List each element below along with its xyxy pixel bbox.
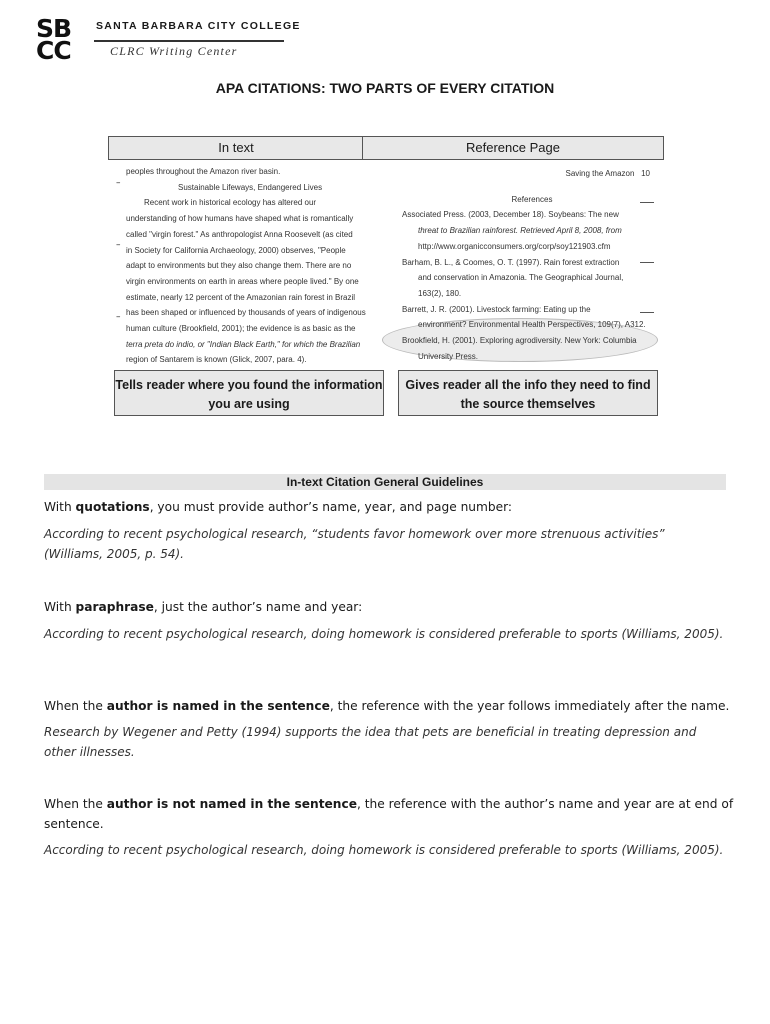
- reference-line: Associated Press. (2003, December 18). Soybeans: The new: [402, 210, 619, 220]
- reference-line: 163(2), 180.: [418, 288, 462, 298]
- rule-keyword: author is not named in the sentence: [106, 797, 357, 811]
- reference-line: University Press.: [418, 351, 479, 361]
- rule-text: When the: [44, 797, 107, 811]
- intext-header: In text: [108, 136, 364, 160]
- reference-line: Brookfield, H. (2001). Exploring agrodiversity. New York: Columbia: [402, 336, 637, 346]
- sbcc-logo: [36, 14, 92, 66]
- guidelines-heading: In-text Citation General Guidelines: [44, 474, 726, 490]
- reference-line: threat to Brazilian rainforest. Retrieved April 8, 2008, from: [418, 226, 622, 236]
- margin-dash: [640, 262, 654, 263]
- excerpt-line: region of Santarem is known (Glick, 2007, para. 4).: [126, 355, 307, 365]
- excerpt-line: adapt to environments but they also change them. There are no: [126, 261, 352, 271]
- quotations-rule: [44, 498, 734, 518]
- center-name: CLRC Writing Center: [110, 44, 238, 58]
- logo-letters-bottom: CC: [36, 36, 71, 65]
- named-rule: [44, 697, 734, 717]
- rule-keyword: paraphrase: [75, 600, 154, 614]
- intext-excerpt: [126, 164, 376, 368]
- margin-dash: –: [116, 178, 121, 188]
- named-example: Research by Wegener and Petty (1994) supports the idea that pets are beneficial in treating depression and other illnesses.: [44, 725, 697, 759]
- excerpt-line: has been shaped or influenced by thousands of years of indigenous: [126, 308, 366, 318]
- excerpt-line: Sustainable Lifeways, Endangered Lives: [178, 182, 323, 192]
- quotations-example: According to recent psychological research, “students favor homework over more strenuous activities” (Williams, 2005, p. 54).: [44, 527, 665, 561]
- college-name: SANTA BARBARA CITY COLLEGE: [96, 20, 301, 32]
- references-heading: References: [511, 194, 553, 204]
- excerpt-line: terra preta do indio, or "Indian Black Earth," for which the Brazilian: [126, 339, 361, 349]
- page-title: APA CITATIONS: TWO PARTS OF EVERY CITATION: [215, 80, 555, 96]
- excerpt-line: estimate, nearly 12 percent of the Amazonian rain forest in Brazil: [126, 292, 356, 302]
- excerpt-line: peoples throughout the Amazon river basin.: [126, 167, 281, 176]
- reference-line: environment? Environmental Health Perspectives, 109(7), A312.: [418, 320, 646, 330]
- rule-text: With: [44, 500, 76, 514]
- paraphrase-example: According to recent psychological research, doing homework is considered preferable to sports (Williams, 2005).: [44, 627, 724, 641]
- excerpt-line: in Society for California Archaeology, 2000) observes, "People: [126, 245, 346, 255]
- rule-text: When the: [44, 699, 107, 713]
- intext-explanation-box: Tells reader where you found the information you are using: [114, 370, 384, 416]
- running-head: [402, 166, 662, 182]
- excerpt-line: human culture (Brookfield, 2001); the evidence is as basic as the: [126, 324, 356, 334]
- margin-dash: [640, 312, 654, 313]
- rule-text: With: [44, 600, 76, 614]
- rule-text: , just the author’s name and year:: [153, 600, 363, 614]
- reference-line: Barrett, J. R. (2001). Livestock farming: Eating up the: [402, 304, 591, 314]
- rule-keyword: author is named in the sentence: [106, 699, 330, 713]
- reference-explanation-box: Gives reader all the info they need to find the source themselves: [398, 370, 658, 416]
- page-number: 10: [641, 169, 650, 178]
- margin-dash: –: [116, 312, 121, 322]
- excerpt-line: called "virgin forest." As anthropologist Anna Roosevelt (as cited: [126, 229, 353, 239]
- not-named-rule: [44, 795, 734, 834]
- rule-keyword: quotations: [75, 500, 150, 514]
- excerpt-line: Recent work in historical ecology has altered our: [144, 198, 317, 208]
- reference-excerpt: [402, 166, 662, 364]
- running-head-text: Saving the Amazon: [565, 169, 635, 178]
- reference-line: http://www.organicconsumers.org/corp/soy121903.cfm: [418, 241, 611, 251]
- rule-text: , the reference with the year follows immediately after the name.: [329, 699, 730, 713]
- excerpt-line: understanding of how humans have shaped what is romantically: [126, 214, 354, 224]
- margin-dash: –: [116, 240, 121, 250]
- paraphrase-rule: [44, 598, 734, 618]
- logo-divider: [94, 40, 284, 42]
- logo-letters-top: SB: [36, 14, 72, 43]
- excerpt-line: virgin environments on earth in areas where people lived." By one: [126, 276, 359, 286]
- not-named-example: According to recent psychological research, doing homework is considered preferable to sports (Williams, 2005).: [44, 843, 724, 857]
- rule-text: , the reference with the author’s name and year are at end of sentence.: [44, 797, 734, 831]
- margin-dash: [640, 202, 654, 203]
- reference-line: and conservation in Amazonia. The Geographical Journal,: [418, 273, 624, 283]
- rule-text: , you must provide author’s name, year, and page number:: [149, 500, 513, 514]
- reference-header: Reference Page: [362, 136, 664, 160]
- reference-line: Barham, B. L., & Coomes, O. T. (1997). Rain forest extraction: [402, 257, 620, 267]
